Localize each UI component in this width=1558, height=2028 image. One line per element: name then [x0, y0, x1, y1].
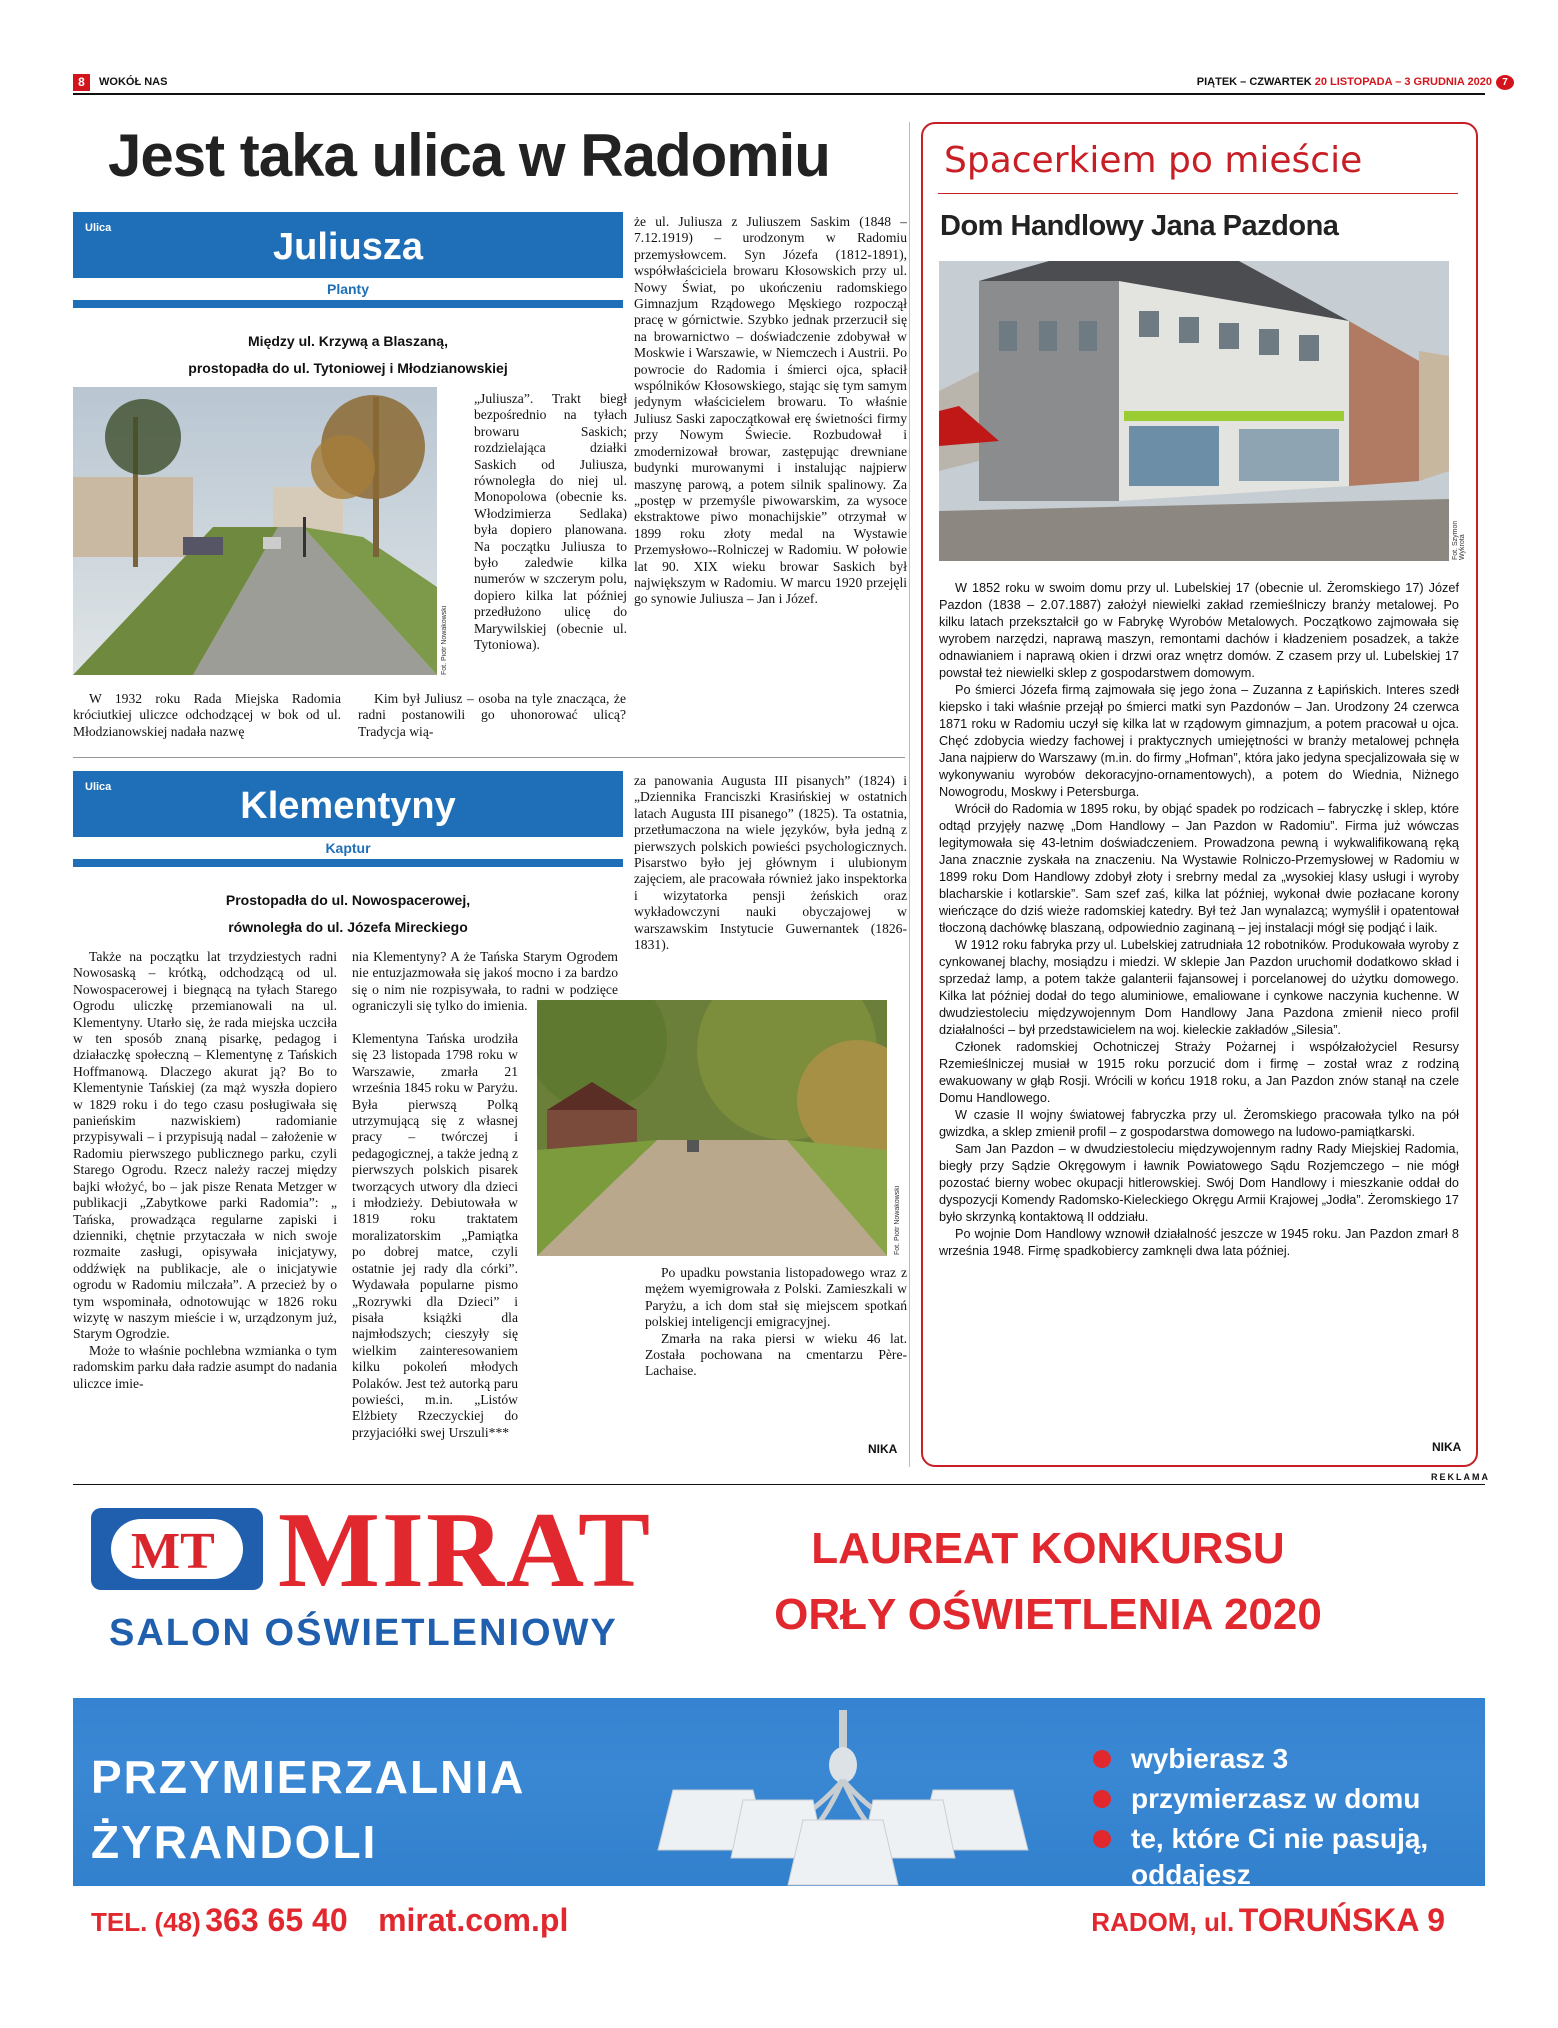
- article-divider: [73, 757, 905, 758]
- paragraph: Po wojnie Dom Handlowy wznowił działalność jeszcze w 1945 roku. Jan Pazdon zmarł 8 września 1948. Firmę spadkobiercy zamknęli dwa lata później.: [939, 1227, 1459, 1258]
- headline-line2: ŻYRANDOLI: [91, 1816, 378, 1868]
- street-district: Kaptur: [73, 837, 623, 859]
- article-juliusza-column-3: [634, 214, 907, 746]
- headline-line1: PRZYMIERZALNIA: [91, 1751, 526, 1803]
- paragraph: W 1852 roku w swoim domu przy ul. Lubelskiej 17 (obecnie ul. Żeromskiego 17) Józef Pazdon (1838 – 2.07.1887) założył niewielki zakład rzemieślniczy branży metalowej. Po kilku latach przekształcił go w Fabrykę Wyrobów Metalowych. Początkowo zajmowała się wyrobem narzędzi, naprawą maszyn, remontami dachów i kładzeniem posadzek, a także odnawianiem i naprawą okien i drzwi oraz wnętrz domów. Z czasem przy ul. Lubelskiej 17 powstał też niewielki sklep z gospodarstwem domowym.: [939, 581, 1459, 680]
- paragraph: Po upadku powstania listopadowego wraz z mężem wyemigrowała z Polski. Zamieszkali w Paryżu, a ich dom stał się miejscem spotkań polskiej inteligencji emigracyjnej.: [645, 1265, 907, 1330]
- paragraph: za panowania Augusta III pisanych” (1824) i „Dziennika Franciszki Krasińskiej w ostatnich latach Augusta III pisanego” (1825). Ta ostatnia, przetłumaczona na wiele języków, była jedną z pierwszych polskich powieści psychologicznych. Pisarstwo było jej głównym i ulubionym zajęciem, ale pracowała również jako inspektorka i wizytatorka pensji żeńskich oraz wykładowczyni nauki obyczajowej w warszawskim Instytucie Guwernantek (1826-1831).: [634, 773, 907, 953]
- bullet-text: wybierasz 3: [1131, 1743, 1289, 1774]
- photo-credit: Fot. Szymon Wykrota: [1452, 520, 1466, 560]
- paragraph: Zmarła na raka piersi w wieku 46 lat. Została pochowana na cmentarzu Père-Lachaise.: [645, 1330, 907, 1379]
- phone-number: 363 65 40: [205, 1902, 348, 1938]
- paragraph: Wrócił do Radomia w 1895 roku, by objąć spadek po rodzicach – fabryczkę i sklep, które odtąd przyjęły nazwę „Dom Handlowy – Jan Pazdon w Radomiu”. Firma już wówczas legitymowała się 43-letnim doświadczeniem. Prowadzona pewną i wykwalifikowaną ręką Jana znacznie zyskała na znaczeniu. Na Wystawie Rolniczo-Przemysłowej w Radomiu w 1899 roku Dom Handlowy zdobył złoty i srebrny medal za „wysokiej klasy usługi i wyroby blacharskie i kotlarskie”. Sam szef zaś, kilka lat później, wykonał dwie pozłacane korony wieńczące do dziś wieże radomskiej katedry. Był też Jan wynalazcą; wymyślił i opatentował tłoczoną dachówkę blaszaną, odpowiednio zaginaną – jej instalacji mógł się podjąć i laik.: [939, 802, 1459, 935]
- street-district: Planty: [73, 278, 623, 300]
- bullet-text: te, które Ci nie pasują,: [1131, 1823, 1429, 1854]
- header-rule: [73, 93, 1485, 95]
- paragraph: „Juliusza”. Trakt biegł bezpośrednio na tyłach browaru Saskich; rozdzielająca działki Saskich od Juliusza, równoległa do niej ul. Monopolowa (obecnie ks. Włodzimierza Sedlaka) była dopiero planowana. Na początku Juliusza to było zaledwie kilka numerów w szczerym polu, dopiero kilka lat później przedłużono ulicę do Marywilskiej (obecnie ul. Tytoniowa).: [474, 391, 627, 653]
- spacerkiem-title: Dom Handlowy Jana Pazdona: [940, 210, 1339, 242]
- street-location-line2: równoległa do ul. Józefa Mireckiego: [228, 919, 468, 935]
- street-header-klementyny: [73, 771, 623, 867]
- street-header-juliusza: [73, 212, 623, 308]
- article-juliusza-column-1: [73, 691, 341, 741]
- paragraph: Kim był Juliusz – osoba na tyle znacząca, że radni postanowili go uhonorować ulicą? Tradycja wią-: [358, 691, 626, 739]
- paragraph: W 1912 roku fabryka przy ul. Lubelskiej zatrudniała 12 robotników. Produkowała wyroby z cynkowanej blachy, mosiądzu i miedzi. W sklepie Jan Pazdon uruchomił dodatkowo skład i sprzedaż lamp, a potem także galanterii fajansowej i porcelanowej do użytku domowego. Kilka lat później dodał do tego aluminiowe, emaliowane i cynkowe naczynia kuchenne. W dwudziestoleciu międzywojennym Dom Handlowy Jana Pazdona zmienił nieco profil działalności – był przedstawicielem na woj. kieleckie zakładów „Silesia”.: [939, 938, 1459, 1037]
- brand-name: MIRAT: [278, 1491, 652, 1610]
- article-klementyny-column-2: [352, 1031, 518, 1457]
- photo-klementyny-street: [537, 1000, 887, 1256]
- paragraph: nia Klementyny? A że Tańska Starym Ogrodem nie entuzjazmowała się jakoś mocno i za bardzo się o nim nie rozpisywała, to radni w podzięce ograniczyli się tylko do imienia.: [352, 949, 618, 1014]
- spacerkiem-article: [939, 580, 1459, 1260]
- photo-dom-handlowy: [939, 261, 1449, 561]
- publication-logo: 7: [1496, 75, 1514, 90]
- address-prefix: RADOM, ul.: [1091, 1907, 1235, 1937]
- bullet-item: [1093, 1823, 1428, 1859]
- issue-date-range: 20 LISTOPADA – 3 GRUDNIA 2020: [1314, 76, 1492, 88]
- bullet-text: przymierzasz w domu: [1131, 1783, 1421, 1814]
- author-signature: NIKA: [1432, 1440, 1462, 1454]
- paragraph: Także na początku lat trzydziestych radni Nowosaską – krótką, odchodzącą od ul. Nowospacerowej i biegnącą na tyłach Starego Ogrodu uliczkę przemianowali na ul. Klementyny. Utarło się, że rada miejska uczciła w ten sposób znaną pisarkę, pedagog i działaczkę społeczną – Klementynę z Tańskich Hoffmanową. Dlaczego akurat ją? Bo to Klementynie Tańskiej (za mąż wyszła dopiero w 1829 roku i do tego czasu posługiwała się panieńskim nazwiskiem) radomianie przypisywali – i przypisują nadal – założenie w Radomiu pierwszego publicznego parku, czyli Starego Ogrodu. Rzecz należy raczej między bajki włożyć, bo – jak pisze Renata Metzger w publikacji „Zabytkowe parki Radomia”: „ Tańska, prowadząca regularne zapiski i dzienniki, chętnie przytaczała w nich swoje rozmaite zasługi, opisywała inicjatywy, oddźwięk na publikacje, ale o inicjatywie ogrodu w Radomiu milczała”. A przecież by o tym wspominała, odnotowując w 1826 roku wizytę w naszym mieście i w, urządzonym już, Starym Ogrodzie.: [73, 949, 337, 1342]
- issue-date-prefix: PIĄTEK – CZWARTEK: [1196, 76, 1315, 88]
- bullet-dot: [1093, 1790, 1111, 1808]
- paragraph: że ul. Juliusza z Juliuszem Saskim (1848 – 7.12.1919) – urodzonym w Radomiu przemysłowcem. Syn Józefa (1812-1891), współwłaściciela browaru Kłosowskich przy ul. Nowy Świat, po ukończeniu radomskiego Gimnazjum Rządowego Męskiego rozpoczął pracę w górnictwie. Szybko jednak przerzucił się na browarnictwo – doświadczenie zdobywał w Moskwie i Warszawie, w Niemczech i Austrii. Po powrocie do Radomia i śmierci ojca, spłacił wspólników Kłosowskiego, stając się tym samym jedynym właścicielem browaru. To właśnie Juliusz Saski zapoczątkował erę świetności firmy przy Nowym Świecie. Rozbudował i zmodernizował browar, zastępując drewniane budynki murowanymi i instalując najpierw maszynę parową, a potem silnik spalinowy. Za „postęp w przemyśle piwowarskim, za wysoce ekstraktowe piwo monachijskie” otrzymał w 1899 roku złoty medal na Wystawie Przemysłowo--Rolniczej w Radomiu. W połowie lat 90. XIX wieku browar Saskich był największym w Radomiu. W marcu 1920 przejęli go synowie Juliusza – Jan i Józef.: [634, 214, 907, 607]
- street-name: Klementyny: [240, 785, 456, 827]
- laureat-line2: ORŁY OŚWIETLENIA 2020: [774, 1590, 1322, 1639]
- paragraph: Może to właśnie pochlebna wzmianka o tym radomskim parku dała radzie asumpt do nadania uliczce imie-: [73, 1342, 337, 1391]
- bullet-dot: [1093, 1830, 1111, 1848]
- page-title: Jest taka ulica w Radomiu: [108, 122, 830, 189]
- advertisement-mirat: [73, 1490, 1485, 1956]
- bullet-text: oddajesz: [1131, 1859, 1251, 1890]
- page-number: 8: [73, 74, 90, 91]
- street-kicker: Ulica: [85, 781, 112, 793]
- issue-date: [1197, 74, 1492, 91]
- bullet-item: [1093, 1743, 1428, 1783]
- paragraph: Klementyna Tańska urodziła się 23 listopada 1798 roku w Warszawie, zmarła 21 września 1845 roku w Paryżu. Była pierwszą Polką utrzymującą się z własnej pracy – twórczej i pedagogicznej, a także jedną z pierwszych polskich pisarek tworzących utwory dla dzieci i młodzieży. Debiutowała w 1819 roku traktatem moralizatorskim „Pamiątka po dobrej matce, czyli ostatnie jej rady dla córki”. Wydawała popularne pismo „Rozrywki dla Dzieci” i pisała książki dla najmłodszych; cieszyły się wielkim zainteresowaniem kilku pokoleń młodych Polaków. Jest też autorką paru powieści, m.in. „Listów Elżbiety Rzeczyckiej do przyjaciółki swej Urszuli***: [352, 1031, 518, 1440]
- section-name: WOKÓŁ NAS: [99, 76, 168, 88]
- photo-credit: Fot. Piotr Nowakowski: [441, 605, 448, 675]
- street-location-line2: prostopadła do ul. Tytoniowej i Młodzianowskiej: [188, 360, 508, 376]
- street-kicker: Ulica: [85, 222, 112, 234]
- article-klementyny-column-3-top: [634, 773, 907, 993]
- street-name: Juliusza: [273, 226, 423, 268]
- bullet-item: [1093, 1783, 1428, 1823]
- address-street: TORUŃSKA 9: [1238, 1902, 1445, 1938]
- mirat-logo: [91, 1508, 263, 1590]
- article-juliusza-column-right-of-photo: [474, 391, 627, 691]
- spacerkiem-rule: [938, 193, 1458, 194]
- advert-label: REKLAMA: [1431, 1472, 1490, 1482]
- street-location: [73, 328, 623, 382]
- paragraph: W 1932 roku Rada Miejska Radomia króciutkiej uliczce odchodzącej w bok od ul. Młodzianowskiej nadała nazwę: [73, 691, 341, 739]
- paragraph: Po śmierci Józefa firmą zajmowała się jego żona – Zuzanna z Łapińskich. Interes szedł kiepsko i taki właśnie przejął po śmierci matki syn Pazdonów – Jan. Urodzony 24 czerwca 1871 roku w Radomiu uczył się kilka lat w rządowym gimnazjum, a potem pracował u ojca. Chęć zdobycia wiedzy fachowej i praktycznych umiejętności w branży metalowej pchnęła Jana najpierw do Warszawy (m.in. do firmy „Hofman”, która jako jedyna specjalizowała się w wykonywaniu wyrobów dekoracyjno-ornamentowych), a potem do Wiednia, Niżnego Nowogrodu, Moskwy i Petersburga.: [939, 683, 1459, 799]
- phone-label: TEL. (48): [91, 1907, 201, 1937]
- article-juliusza-column-2: [358, 691, 626, 741]
- street-location: [73, 887, 623, 941]
- brand-subtitle: SALON OŚWIETLENIOWY: [109, 1612, 618, 1654]
- paragraph: Sam Jan Pazdon – w dwudziestoleciu międzywojennym radny Rady Miejskiej Radomia, biegły przy Sądzie Okręgowym i ławnik Powiatowego Sądu Rozjemczego – nie mógł pozostać bierny wobec okupacji hitlerowskiej. Swój Dom Handlowy i mieszkanie oddał do dyspozycji Komendy Radomsko-Kieleckiego Okręgu Armii Krajowej „Jodła”. Żeromskiego 17 było skrzynką kontaktową II oddziału.: [939, 1142, 1459, 1224]
- column-divider: [909, 122, 910, 1467]
- paragraph: Członek radomskiej Ochotniczej Straży Pożarnej i współzałożyciel Resursy Rzemieślniczej musiał w 1915 roku porzucić dom i firmę – został wraz z rodziną ewakuowany w głąb Rosji. Wrócili w końcu 1918 roku, a Jan Pazdon znów stanął na czele Domu Handlowego.: [939, 1040, 1459, 1105]
- ad-contact: [91, 1902, 568, 1939]
- article-klementyny-column-1: [73, 949, 337, 1457]
- spacerkiem-heading: Spacerkiem po mieście: [944, 140, 1363, 181]
- laureat-line1: LAUREAT KONKURSU: [811, 1524, 1285, 1573]
- ad-address: [1091, 1902, 1445, 1939]
- photo-juliusza-street: [73, 387, 437, 675]
- paragraph: W czasie II wojny światowej fabryczka przy ul. Żeromskiego pracowała tylko na pół gwizdka, a sklep zmienił profil – z gospodarstwa domowego na ludowo-pamiątkarski.: [939, 1108, 1459, 1139]
- website: mirat.com.pl: [378, 1902, 569, 1938]
- photo-credit: Fot. Piotr Nowakowski: [894, 1185, 901, 1255]
- bullet-item-continuation: [1093, 1859, 1428, 1895]
- article-klementyny-column-3-bottom: [645, 1265, 907, 1443]
- bullet-dot: [1093, 1750, 1111, 1768]
- advert-rule: [73, 1484, 1485, 1485]
- chandelier-image: [653, 1710, 1033, 1910]
- street-location-line1: Między ul. Krzywą a Blaszaną,: [248, 333, 448, 349]
- author-signature: NIKA: [868, 1442, 898, 1456]
- logo-letters: MT: [131, 1523, 215, 1580]
- street-location-line1: Prostopadła do ul. Nowospacerowej,: [225, 892, 471, 908]
- bullet-list: [1093, 1743, 1428, 1895]
